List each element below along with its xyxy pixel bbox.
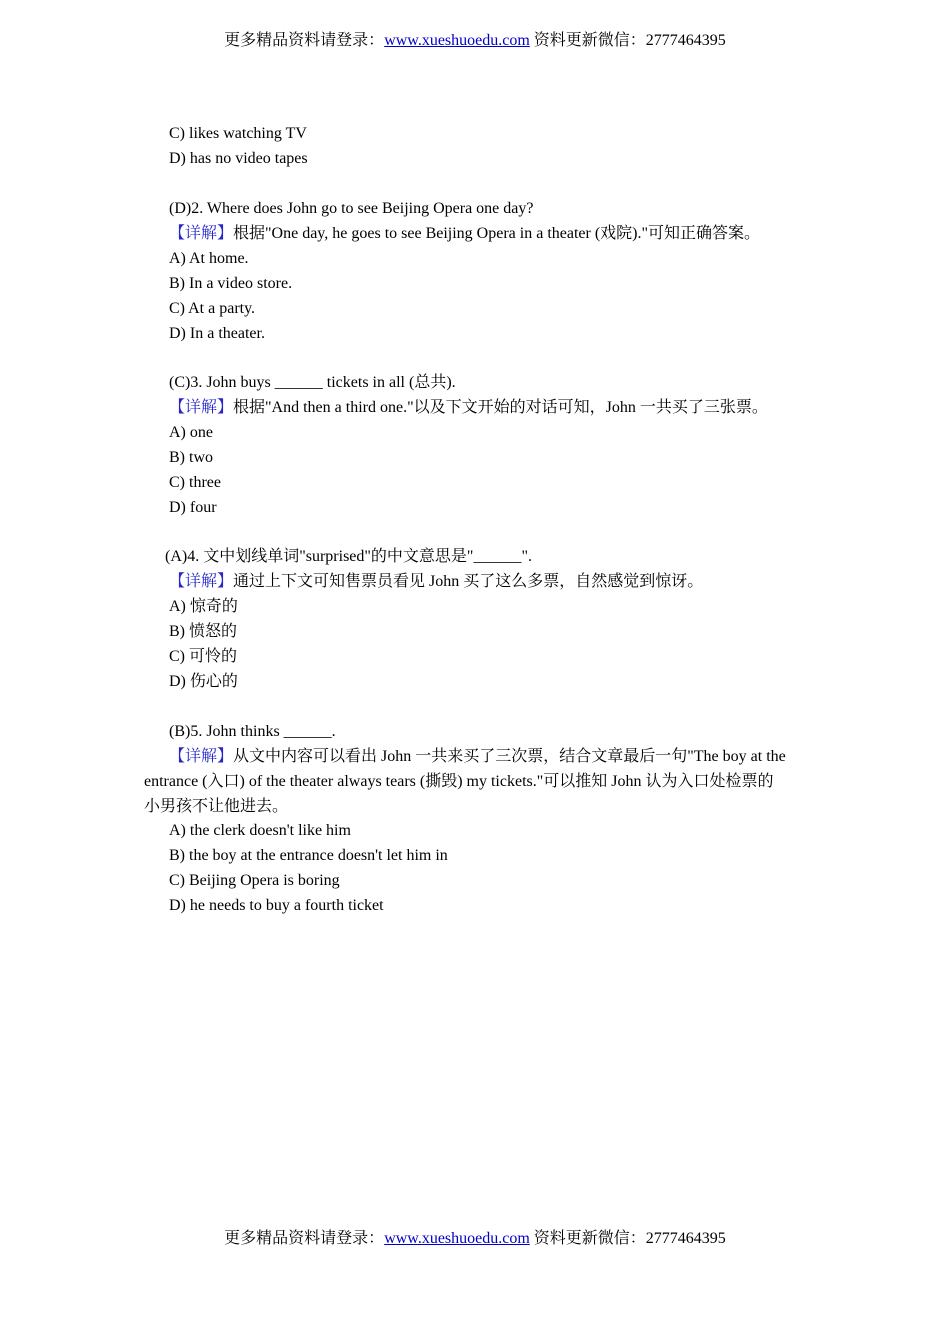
- header-prefix: 更多精品资料请登录：: [224, 32, 385, 49]
- q5-explain-line1: 从文中内容可以看出 John 一共来买了三次票，结合文章最后一句"The boy at the: [233, 748, 786, 765]
- q1-option-d: D) has no video tapes: [169, 150, 308, 167]
- page-footer: [0, 1229, 950, 1249]
- q2-explain-text: 根据"One day, he goes to see Beijing Opera in a theater (戏院)."可知正确答案。: [233, 225, 761, 242]
- q5-option-d: D) he needs to buy a fourth ticket: [169, 897, 384, 914]
- header-link[interactable]: www.xueshuoedu.com: [384, 32, 530, 49]
- q5-option-c: C) Beijing Opera is boring: [169, 872, 340, 889]
- q3-option-c: C) three: [169, 474, 221, 491]
- q3-option-b: B) two: [169, 449, 213, 466]
- q3-explain: [169, 398, 768, 418]
- header-suffix: 资料更新微信：2777464395: [529, 32, 726, 49]
- detail-tag: 【详解】: [169, 748, 234, 765]
- detail-tag: 【详解】: [169, 573, 234, 590]
- q5-question: (B)5. John thinks ______.: [169, 723, 336, 740]
- q3-question: (C)3. John buys ______ tickets in all (总共).: [169, 374, 456, 391]
- q5-option-b: B) the boy at the entrance doesn't let him in: [169, 847, 448, 864]
- q2-question: (D)2. Where does John go to see Beijing Opera one day?: [169, 200, 534, 217]
- q5-explain-line3: 小男孩不让他进去。: [144, 798, 289, 815]
- q5-option-a: A) the clerk doesn't like him: [169, 822, 351, 839]
- footer-link[interactable]: www.xueshuoedu.com: [384, 1230, 530, 1247]
- q4-option-d: D) 伤心的: [169, 673, 238, 690]
- q1-option-c: C) likes watching TV: [169, 125, 307, 142]
- q2-option-a: A) At home.: [169, 250, 249, 267]
- detail-tag: 【详解】: [169, 399, 234, 416]
- q5-explain-line2: entrance (入口) of the theater always tears (撕毁) my tickets."可以推知 John 认为入口处检票的: [144, 773, 774, 790]
- q2-option-b: B) In a video store.: [169, 275, 293, 292]
- q2-option-c: C) At a party.: [169, 300, 256, 317]
- footer-suffix: 资料更新微信：2777464395: [529, 1230, 726, 1247]
- detail-tag: 【详解】: [169, 225, 234, 242]
- q4-option-a: A) 惊奇的: [169, 598, 238, 615]
- q2-explain: [169, 224, 760, 244]
- q3-option-a: A) one: [169, 424, 213, 441]
- page-header: [0, 31, 950, 51]
- q4-option-c: C) 可怜的: [169, 648, 238, 665]
- q3-option-d: D) four: [169, 499, 217, 516]
- q4-explain-text: 通过上下文可知售票员看见 John 买了这么多票，自然感觉到惊讶。: [233, 573, 704, 590]
- footer-prefix: 更多精品资料请登录：: [224, 1230, 385, 1247]
- q2-option-d: D) In a theater.: [169, 325, 265, 342]
- q5-explain: [169, 747, 786, 767]
- q4-explain: [169, 572, 703, 592]
- q4-question: (A)4. 文中划线单词"surprised"的中文意思是"______".: [165, 548, 532, 565]
- q4-option-b: B) 愤怒的: [169, 623, 238, 640]
- q3-explain-text: 根据"And then a third one."以及下文开始的对话可知，John 一共买了三张票。: [233, 399, 768, 416]
